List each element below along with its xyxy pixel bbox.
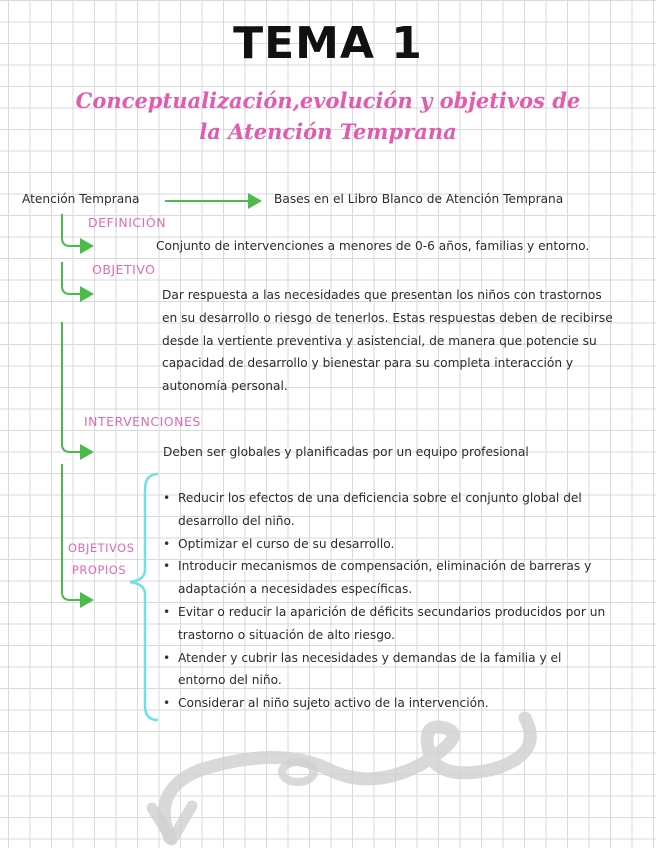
list-item-line: • Atender y cubrir las necesidades y demandas de la familia y el [178,650,562,665]
root-target: Bases en el Libro Blanco de Atención Temprana [274,192,564,206]
list-item-line: trastorno o situación de alto riesgo. [178,627,396,642]
objetivos-propios-arrow [62,464,92,600]
definicion-label: DEFINICIÓN [88,215,167,230]
objetivo-line: desde la vertiente preventiva y asistencial, de manera que potencie su [162,333,597,348]
objetivos-propios-label-1: OBJETIVOS [68,541,135,555]
list-item-line: • Considerar al niño sujeto activo de la intervención. [178,696,489,711]
decorative-arrowhead [152,806,192,840]
list-item-line: desarrollo del niño. [178,513,295,528]
objetivo-arrow [62,262,92,294]
list-item-line: • Introducir mecanismos de compensación, eliminación de barreras y [178,559,592,574]
objetivo-paragraph [162,284,613,398]
objetivo-line: Dar respuesta a las necesidades que presentan los niños con trastornos [162,288,602,302]
decorative-loop [282,762,314,782]
list-item-line: • Evitar o reducir la aparición de déficits secundarios producidos por un [178,604,606,619]
list-item-line: adaptación a necesidades específicas. [178,582,413,597]
list-item [160,555,645,601]
list-item-line: • Optimizar el curso de su desarrollo. [178,536,395,551]
intervenciones-arrow [62,322,92,452]
list-item [160,601,645,647]
list-item-line: • Reducir los efectos de una deficiencia sobre el conjunto global del [178,491,582,505]
objetivo-line: autonomía personal. [162,379,288,394]
page-title: TEMA 1 [233,18,423,69]
root-label: Atención Temprana [22,192,140,206]
subtitle-line-1: Conceptualización,evolución y objetivos de [75,88,581,113]
list-item [160,692,645,715]
intervenciones-text: Deben ser globales y planificadas por un equipo profesional [163,445,529,459]
list-item [160,533,645,556]
objetivo-label: OBJETIVO [92,262,156,277]
subtitle-line-2: la Atención Temprana [199,119,457,144]
cyan-brace [130,474,158,720]
list-item-line: entorno del niño. [178,673,282,688]
list-item [160,647,645,693]
definicion-text: Conjunto de intervenciones a menores de 0-6 años, familias y entorno. [156,239,590,253]
decorative-swirl [164,718,530,838]
objetivos-propios-label-2: PROPIOS [72,563,127,577]
intervenciones-label: INTERVENCIONES [84,414,201,429]
objetivo-line: capacidad de desarrollo y bienestar para su completa interacción y [162,356,574,371]
objetivo-line: en su desarrollo o riesgo de tenerlos. Estas respuestas deben de recibirse [162,310,613,325]
objetivos-propios-list [160,487,645,715]
list-item [160,487,645,533]
